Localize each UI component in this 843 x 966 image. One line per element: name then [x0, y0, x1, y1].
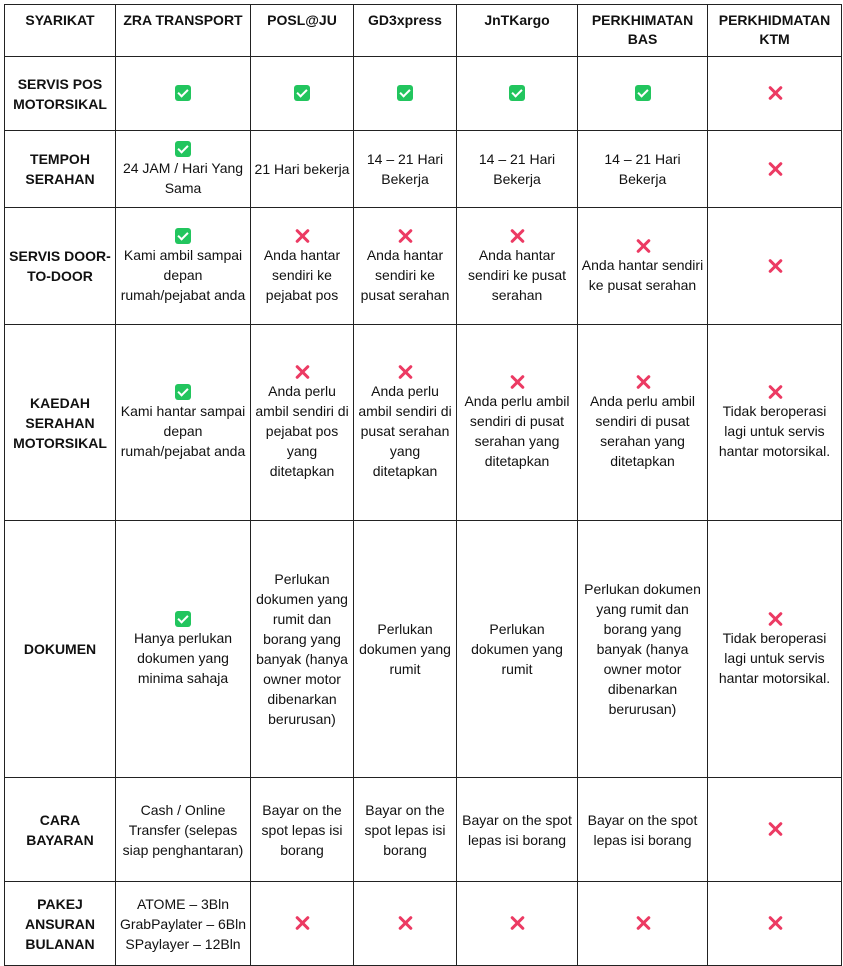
cross-icon	[509, 374, 525, 390]
table-cell	[457, 57, 578, 131]
cross-icon	[767, 85, 783, 101]
table-row-cara-bayaran	[5, 778, 842, 882]
cell-text: Bayar on the spot lepas isi borang	[462, 811, 572, 848]
cross-icon	[635, 915, 651, 931]
cell-text: Tidak beroperasi lagi untuk servis hantar motorsikal.	[718, 403, 831, 459]
table-cell	[578, 131, 708, 208]
check-icon	[175, 228, 191, 244]
comparison-table	[4, 4, 842, 966]
table-cell	[116, 57, 251, 131]
table-cell	[457, 325, 578, 521]
cell-text: 14 – 21 Hari Bekerja	[604, 151, 681, 187]
cell-text: Anda perlu ambil sendiri di pusat serahan yang ditetapkan	[358, 383, 452, 479]
cell-text: Tidak beroperasi lagi untuk servis hantar motorsikal.	[718, 629, 831, 686]
cell-text: Perlukan dokumen yang rumit dan borang yang banyak (hanya owner motor dibenarkan berurusan)	[584, 581, 701, 717]
cross-icon	[294, 364, 310, 380]
row-label: PAKEJ ANSURAN BULANAN	[5, 882, 116, 966]
header-gd3xpress: GD3xpress	[354, 5, 457, 57]
table-cell	[578, 778, 708, 882]
table-cell	[251, 131, 354, 208]
table-cell	[708, 778, 842, 882]
cross-icon	[509, 228, 525, 244]
table-row-dokumen	[5, 521, 842, 778]
cell-text: 21 Hari bekerja	[254, 161, 350, 177]
table-row-pakej-ansuran-bulanan	[5, 882, 842, 966]
table-cell	[251, 57, 354, 131]
cell-text: Perlukan dokumen yang rumit	[471, 621, 563, 677]
cross-icon	[767, 915, 783, 931]
header-zra-transport: ZRA TRANSPORT	[116, 5, 251, 57]
row-label: CARA BAYARAN	[5, 778, 116, 882]
table-cell	[354, 325, 457, 521]
cell-text: ATOME – 3Bln GrabPaylater – 6Bln SPaylayer – 12Bln	[119, 895, 247, 952]
header-jntkargo: JnTKargo	[457, 5, 578, 57]
cross-icon	[767, 821, 783, 837]
cross-icon	[767, 161, 783, 177]
cell-text: 14 – 21 Hari Bekerja	[366, 151, 444, 187]
cross-icon	[509, 915, 525, 931]
table-cell	[708, 882, 842, 966]
cross-icon	[767, 611, 783, 627]
check-icon	[294, 85, 310, 101]
cross-icon	[294, 915, 310, 931]
check-icon	[509, 85, 525, 101]
row-label: SERVIS DOOR-TO-DOOR	[5, 208, 116, 325]
table-row-kaedah-serahan-motorsikal	[5, 325, 842, 521]
check-icon	[175, 141, 191, 157]
cross-icon	[397, 364, 413, 380]
table-cell	[457, 882, 578, 966]
table-cell	[578, 521, 708, 778]
check-icon	[175, 85, 191, 101]
cell-text: Perlukan dokumen yang rumit dan borang yang banyak (hanya owner motor dibenarkan berurusan)	[256, 571, 348, 727]
table-cell	[354, 778, 457, 882]
check-icon	[175, 384, 191, 400]
cell-text: Anda perlu ambil sendiri di pusat serahan yang ditetapkan	[464, 393, 570, 469]
table-cell	[457, 208, 578, 325]
check-icon	[175, 611, 191, 627]
cell-text: Cash / Online Transfer (selepas siap penghantaran)	[122, 801, 244, 858]
cross-icon	[294, 228, 310, 244]
table-cell	[578, 882, 708, 966]
cell-text: Anda perlu ambil sendiri di pejabat pos yang ditetapkan	[255, 383, 349, 479]
row-label: KAEDAH SERAHAN MOTORSIKAL	[5, 325, 116, 521]
table-cell	[251, 521, 354, 778]
table-cell	[354, 882, 457, 966]
table-cell	[708, 521, 842, 778]
cell-text: Kami ambil sampai depan rumah/pejabat anda	[120, 246, 246, 303]
table-cell	[578, 208, 708, 325]
table-cell	[354, 131, 457, 208]
cross-icon	[767, 384, 783, 400]
table-cell	[116, 208, 251, 325]
cell-text: Anda hantar sendiri ke pusat serahan	[581, 256, 704, 293]
table-row-servis-pos-motorsikal	[5, 57, 842, 131]
cross-icon	[397, 915, 413, 931]
table-cell	[457, 131, 578, 208]
table-cell	[708, 57, 842, 131]
table-cell	[578, 325, 708, 521]
cell-text: Anda hantar sendiri ke pejabat pos	[263, 246, 341, 303]
table-cell	[578, 57, 708, 131]
cell-text: Hanya perlukan dokumen yang minima sahaja	[133, 629, 233, 686]
header-syarikat: SYARIKAT	[5, 5, 116, 57]
table-cell	[116, 882, 251, 966]
table-cell	[251, 208, 354, 325]
cross-icon	[635, 238, 651, 254]
row-label: DOKUMEN	[5, 521, 116, 778]
cell-text: Perlukan dokumen yang rumit	[359, 621, 451, 677]
table-cell	[354, 521, 457, 778]
table-cell	[116, 131, 251, 208]
table-cell	[708, 208, 842, 325]
row-label: TEMPOH SERAHAN	[5, 131, 116, 208]
cell-text: 24 JAM / Hari Yang Sama	[122, 159, 244, 196]
table-cell	[708, 325, 842, 521]
table-cell	[457, 521, 578, 778]
table-cell	[116, 521, 251, 778]
cross-icon	[397, 228, 413, 244]
table-cell	[251, 325, 354, 521]
table-cell	[708, 131, 842, 208]
cross-icon	[767, 258, 783, 274]
table-cell	[354, 208, 457, 325]
header-perkhidmatan-ktm: PERKHIDMATAN KTM	[708, 5, 842, 57]
cell-text: Anda hantar sendiri ke pusat serahan	[360, 246, 450, 303]
cell-text: Bayar on the spot lepas isi borang	[261, 801, 343, 858]
check-icon	[635, 85, 651, 101]
cell-text: 14 – 21 Hari Bekerja	[478, 151, 556, 187]
row-label: SERVIS POS MOTORSIKAL	[5, 57, 116, 131]
cell-text: Bayar on the spot lepas isi borang	[587, 811, 698, 848]
header-row	[5, 5, 842, 57]
check-icon	[397, 85, 413, 101]
table-row-servis-door-to-door	[5, 208, 842, 325]
table-row-tempoh-serahan	[5, 131, 842, 208]
cross-icon	[635, 374, 651, 390]
cell-text: Kami hantar sampai depan rumah/pejabat anda	[120, 403, 246, 459]
table-cell	[354, 57, 457, 131]
cell-text: Bayar on the spot lepas isi borang	[364, 801, 446, 858]
table-cell	[251, 882, 354, 966]
cell-text: Anda perlu ambil sendiri di pusat serahan yang ditetapkan	[589, 393, 696, 469]
table-cell	[457, 778, 578, 882]
header-poslaju: POSL@JU	[251, 5, 354, 57]
table-cell	[251, 778, 354, 882]
table-cell	[116, 778, 251, 882]
table-cell	[116, 325, 251, 521]
cell-text: Anda hantar sendiri ke pusat serahan	[467, 246, 567, 303]
header-perkhimatan-bas: PERKHIMATAN BAS	[578, 5, 708, 57]
